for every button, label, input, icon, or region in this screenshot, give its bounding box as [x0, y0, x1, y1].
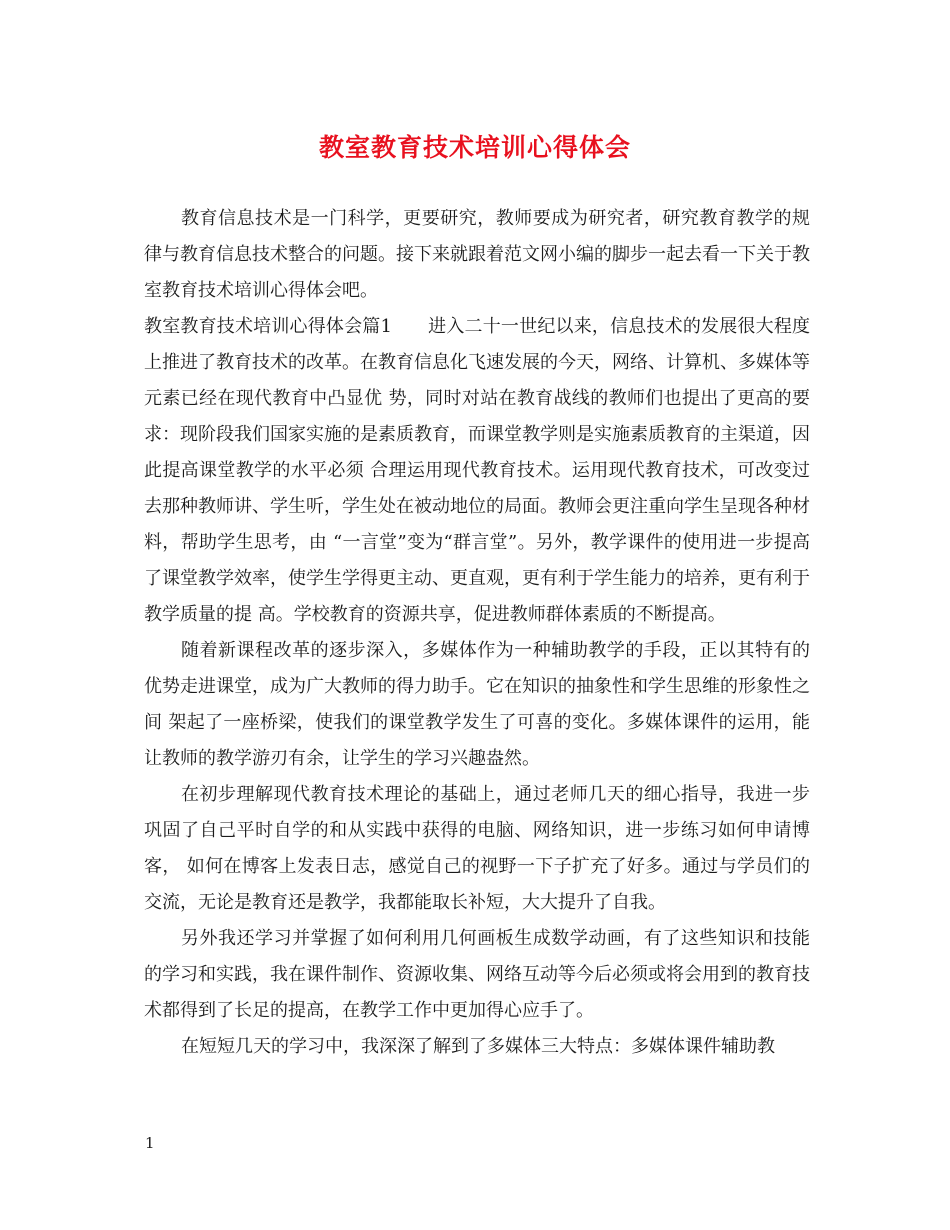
intro-paragraph: 教育信息技术是一门科学，更要研究，教师要成为研究者，研究教育教学的规律与教育信息技术整合的问题。接下来就跟着范文网小编的脚步一起去看一下关于教室教育技术培训心得体会吧。 [144, 208, 810, 301]
body-paragraph-geometry: 另外我还学习并掌握了如何利用几何画板生成数学动画，有了这些知识和技能的学习和实践，我在课件制作、资源收集、网络互动等今后必须或将会用到的教育技术都得到了长足的提高，在教学工作中更加得心应手了。 [144, 928, 810, 1021]
section-paragraph [144, 309, 810, 633]
body-paragraph-training: 在初步理解现代教育技术理论的基础上，通过老师几天的细心指导，我进一步巩固了自己平时自学的和从实践中获得的电脑、网络知识，进一步练习如何申请博客， 如何在博客上发表日志，感觉自己的视野一下子扩充了好多。通过与学员们的交流，无论是教育还是教学，我都能取长补短，大大提升了自我。 [144, 784, 810, 913]
section-text: 进入二十一世纪以来，信息技术的发展很大程度上推进了教育技术的改革。在教育信息化飞速发展的今天，网络、计算机、多媒体等元素已经在现代教育中凸显优 势，同时对站在教育战线的教师们也提出了更高的要求：现阶段我们国家实施的是素质教育，而课堂教学则是实施素质教育的主渠道，因此提高课堂教学的水平必须 合理运用现代教育技术。运用现代教育技术，可改变过去那种教师讲、学生听，学生处在被动地位的局面。教师会更注重向学生呈现各种材料，帮助学生思考，由 “一言堂”变为“群言堂”。另外，教学课件的使用进一步提高了课堂教学效率，使学生学得更主动、更直观，更有利于学生能力的培养，更有利于教学质量的提 高。学校教育的资源共享，促进教师群体素质的不断提高。 [144, 316, 811, 625]
section-gap [392, 316, 428, 337]
document-title: 教室教育技术培训心得体会 [318, 133, 631, 162]
body-paragraph-multimedia: 随着新课程改革的逐步深入，多媒体作为一种辅助教学的手段，正以其特有的优势走进课堂，成为广大教师的得力助手。它在知识的抽象性和学生思维的形象性之间 架起了一座桥梁，使我们的课堂教学发生了可喜的变化。多媒体课件的运用，能让教师的教学游刃有余，让学生的学习兴趣盎然。 [144, 640, 810, 769]
page-number: 1 [145, 1134, 155, 1152]
section-heading: 教室教育技术培训心得体会篇1 [144, 316, 392, 337]
body-paragraph-features: 在短短几天的学习中，我深深了解到了多媒体三大特点：多媒体课件辅助教 [181, 1036, 775, 1057]
document-body [144, 201, 810, 1065]
